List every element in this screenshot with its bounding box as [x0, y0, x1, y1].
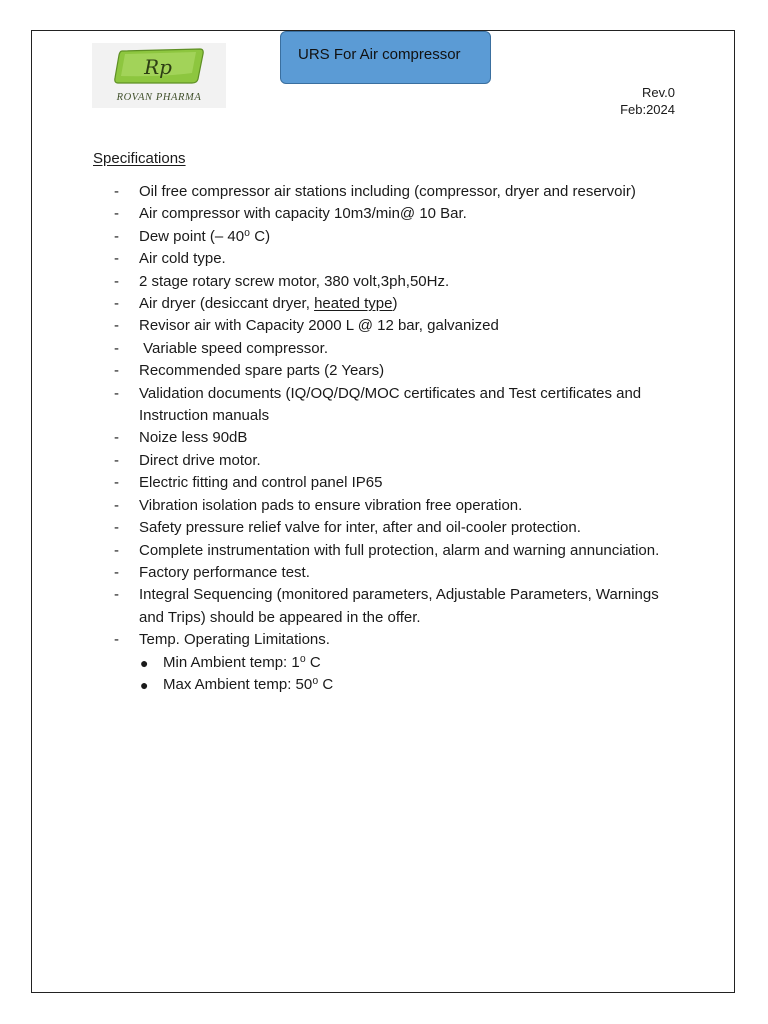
dash-marker: -: [114, 317, 119, 335]
spec-item-text: Complete instrumentation with full protection, alarm and warning annunciation.: [139, 541, 660, 559]
spec-item-text: Air dryer (desiccant dryer,: [139, 295, 315, 313]
temperature-limit-text: Min Ambient temp: 1⁰ C: [163, 653, 321, 671]
dash-marker: -: [114, 496, 119, 514]
dash-marker: -: [114, 250, 119, 268]
spec-item-text: Safety pressure relief valve for inter, after and oil-cooler protection.: [139, 519, 581, 537]
revision-number: Rev.0: [642, 85, 675, 100]
temperature-limit-item: [139, 652, 674, 674]
spec-item: [114, 383, 674, 428]
spec-item-text: Air compressor with capacity 10m3/min@ 10 Bar.: [139, 205, 467, 223]
spec-item: [114, 540, 674, 562]
spec-item: [114, 226, 674, 248]
specifications-list: [114, 181, 674, 696]
dash-marker: -: [114, 429, 119, 447]
spec-item-text: Temp. Operating Limitations.: [139, 631, 330, 649]
spec-item-text: Factory performance test.: [139, 563, 310, 581]
spec-item-text: Revisor air with Capacity 2000 L @ 12 bar, galvanized: [139, 317, 499, 335]
spec-item: [114, 517, 674, 539]
dash-marker: -: [114, 384, 119, 402]
dash-marker: -: [114, 227, 119, 245]
revision-block: [620, 84, 675, 118]
dash-marker: -: [114, 541, 119, 559]
spec-item: [114, 495, 674, 517]
spec-item-text: Integral Sequencing (monitored parameters, Adjustable Parameters, Warnings and Trips) should be appeared in the offer.: [139, 586, 659, 626]
spec-item-text: Electric fitting and control panel IP65: [139, 474, 383, 492]
closing-paren: ): [392, 295, 398, 313]
spec-item: [114, 584, 674, 629]
svg-text:ROVAN PHARMA: ROVAN PHARMA: [116, 92, 202, 103]
revision-date: Feb:2024: [620, 102, 675, 117]
spec-item-text: 2 stage rotary screw motor, 380 volt,3ph,50Hz.: [139, 272, 450, 290]
dash-marker: -: [114, 183, 119, 200]
spec-item: [114, 338, 674, 360]
spec-item-text: Dew point (– 40⁰ C): [139, 227, 271, 245]
bullet-marker: ●: [140, 676, 149, 693]
temperature-limits-list: [139, 652, 674, 697]
dash-marker: -: [114, 362, 119, 380]
underlined-text: heated type: [314, 295, 393, 313]
temperature-limit-text: Max Ambient temp: 50⁰ C: [163, 675, 334, 693]
spec-item: [114, 450, 674, 472]
spec-item-text: Variable speed compressor.: [139, 339, 328, 357]
temperature-limit-item: [139, 674, 674, 696]
spec-item: [114, 629, 674, 696]
spec-item-text: Air cold type.: [139, 250, 226, 268]
dash-marker: -: [114, 586, 119, 604]
dash-marker: -: [114, 205, 119, 223]
dash-marker: -: [114, 519, 119, 537]
spec-item: [114, 293, 674, 315]
dash-marker: -: [114, 631, 119, 649]
spec-item: [114, 472, 674, 494]
dash-marker: -: [114, 295, 119, 313]
spec-item-text: Noize less 90dB: [139, 429, 248, 447]
spec-item: [114, 562, 674, 584]
spec-item-text: Oil free compressor air stations including (compressor, dryer and reservoir): [139, 183, 636, 200]
spec-item: [114, 203, 674, 225]
spec-item: [114, 360, 674, 382]
spec-item-text: Direct drive motor.: [139, 451, 261, 469]
spec-item: [114, 315, 674, 337]
spec-item-text: Recommended spare parts (2 Years): [139, 362, 385, 380]
document-title: URS For Air compressor: [280, 31, 491, 84]
dash-marker: -: [114, 563, 119, 581]
dash-marker: -: [114, 451, 119, 469]
dash-marker: -: [114, 339, 119, 357]
spec-item-text: Validation documents (IQ/OQ/DQ/MOC certificates and Test certificates and Instruction manuals: [139, 384, 642, 425]
dash-marker: -: [114, 272, 119, 290]
spec-item: [114, 427, 674, 449]
spec-item: [114, 248, 674, 270]
spec-item-text: Vibration isolation pads to ensure vibration free operation.: [139, 496, 523, 514]
company-logo: [92, 43, 226, 108]
svg-text:Rp: Rp: [144, 55, 172, 79]
specifications-heading: Specifications: [93, 150, 186, 167]
dash-marker: -: [114, 474, 119, 492]
spec-item: [114, 271, 674, 293]
spec-item: [114, 181, 674, 203]
bullet-marker: ●: [140, 654, 149, 671]
